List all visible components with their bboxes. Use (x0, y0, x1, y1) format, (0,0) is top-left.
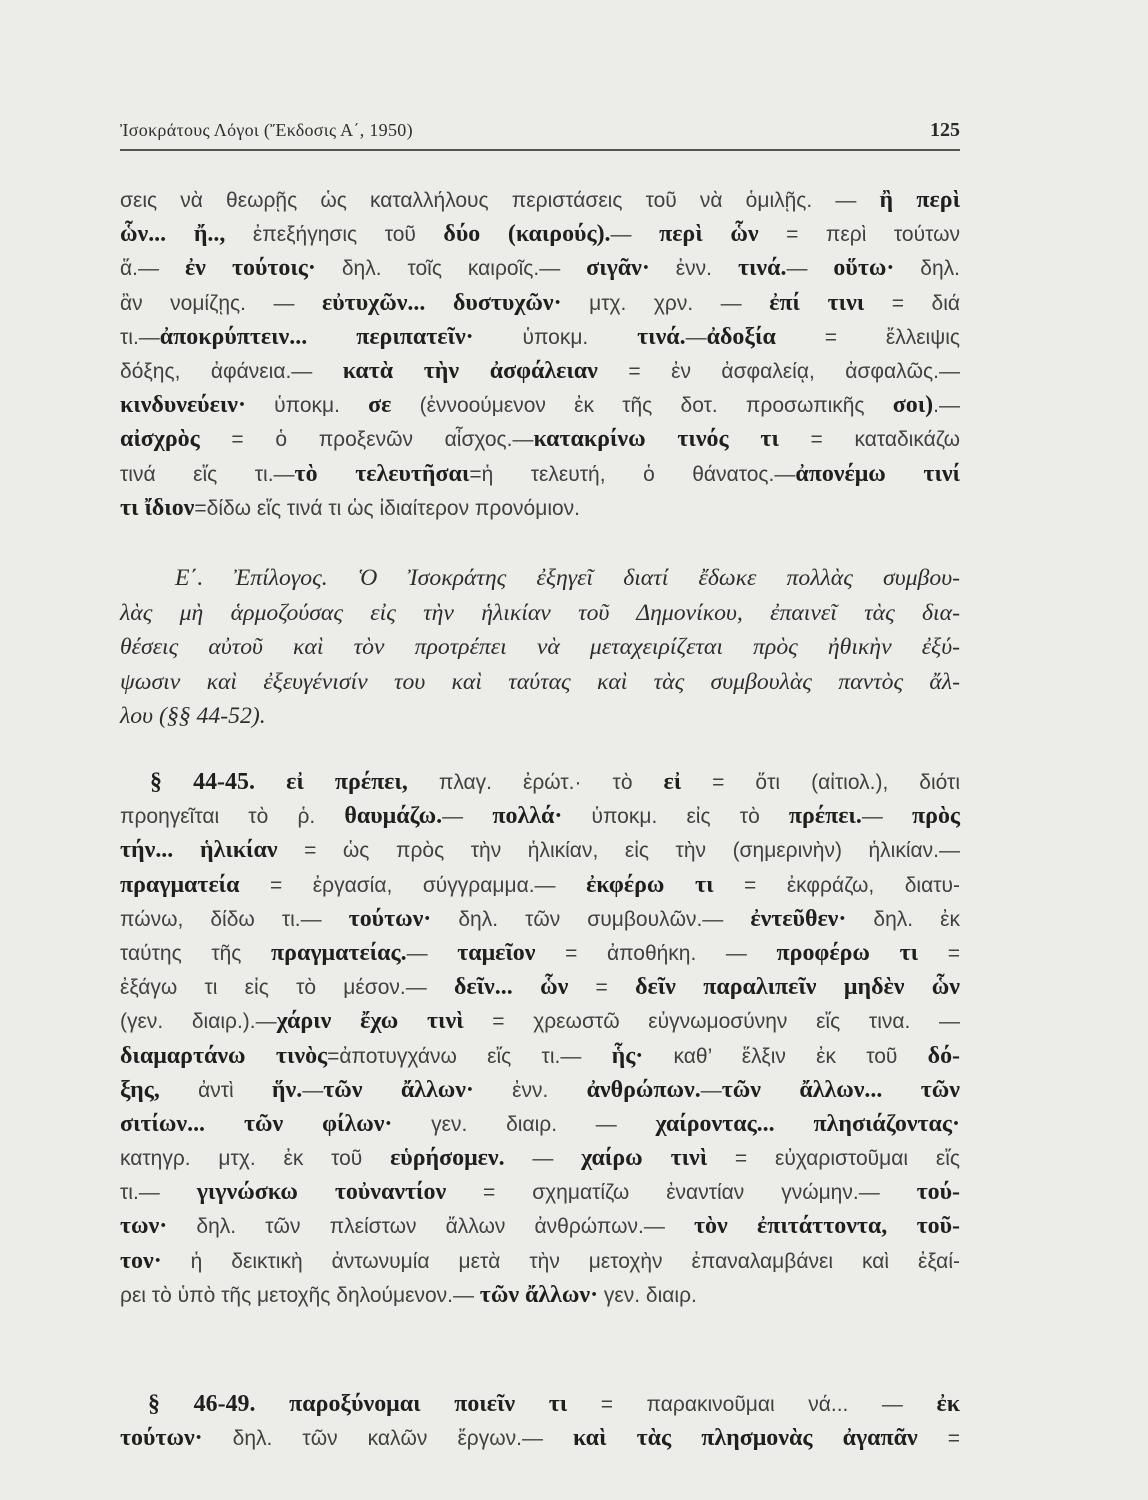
gloss-text: γεν. διαιρ. — (392, 1112, 656, 1136)
lemma-term: ἀπονέμω τινί (795, 460, 960, 487)
lemma-term: τι ἴδιον (120, 494, 195, 521)
paragraph-section-46-49 (120, 1387, 960, 1455)
text-line (120, 561, 960, 596)
lemma-term: ἐν τούτοις· (184, 255, 316, 282)
gloss-text: — (504, 1147, 582, 1171)
lemma-term: προφέρω τι (776, 939, 919, 966)
lemma-term: ὧν... ἤ.., (120, 221, 226, 248)
text-line (120, 1278, 960, 1312)
lemma-term: κινδυνεύειν· (120, 392, 246, 419)
lemma-term: τῶν ἄλλων· (323, 1076, 474, 1103)
gloss-text: =ἡ τελευτή, ὁ θάνατος.— (469, 462, 796, 486)
text-line (120, 1107, 960, 1141)
lemma-term: εὑρήσομεν. (390, 1145, 505, 1172)
text-line (120, 217, 960, 251)
gloss-text: = ἐκφράζω, διατυ- (713, 873, 961, 897)
gloss-text: — (610, 223, 660, 247)
text-line (120, 354, 960, 388)
lemma-term: κατακρίνω τινός τι (533, 426, 779, 453)
lemma-term: θαυμάζω. (344, 803, 443, 830)
text-line (120, 936, 960, 970)
text-line (120, 457, 960, 491)
lemma-term: ἐντεῦθεν· (750, 905, 847, 932)
paragraph-section-44-45 (120, 765, 960, 1312)
text-line (120, 1073, 960, 1107)
gloss-text: — (700, 1078, 722, 1102)
lemma-term: τούτων· (120, 1425, 203, 1452)
lemma-term: § 44-45. εἰ πρέπει, (150, 769, 408, 795)
lemma-term: ξης, (120, 1076, 160, 1103)
lemma-term: τινά. (737, 255, 787, 282)
text-line (120, 1387, 960, 1421)
lemma-term: ἥν. (271, 1076, 303, 1103)
lemma-term: δεῖν παραλιπεῖν μηδὲν ὧν (635, 974, 960, 1001)
lemma-term: πραγματεία (120, 871, 240, 898)
text-line (120, 1004, 960, 1038)
gloss-text: — (685, 325, 707, 349)
gloss-text: δηλ. ἐκ (846, 907, 960, 931)
lemma-term: τήν... ἡλικίαν (120, 837, 278, 864)
gloss-text: = ὡς πρὸς τὴν ἡλικίαν, εἰς τὴν (σημερινὴν) ἡλικίαν.— (277, 839, 960, 863)
gloss-text: = χρεωστῶ εὐγνωμοσύνην εἴς τινα. — (463, 1010, 960, 1034)
lemma-term: δεῖν... ὧν (453, 974, 569, 1001)
lemma-term: πραγματείας. (271, 939, 407, 966)
gloss-text: ψωσιν καὶ ἐξευγένισίν του καὶ ταύτας καὶ τὰς συμβουλὰς παντὸς ἄλ- (120, 668, 960, 695)
gloss-text: = διά (864, 291, 961, 315)
paragraph-epilogue-summary (120, 561, 960, 734)
lemma-term: γιγνώσκω τοὐναντίον (196, 1179, 447, 1206)
gloss-text: ἐνν. (473, 1078, 587, 1102)
lemma-term: αἰσχρὸς (120, 426, 200, 453)
text-line (120, 868, 960, 902)
page-number: 125 (930, 118, 960, 141)
gloss-text: = περὶ τούτων (758, 223, 960, 247)
lemma-term: ἀνθρώπων. (586, 1076, 701, 1103)
text-line (120, 902, 960, 936)
running-head (120, 116, 960, 144)
gloss-text: ἡ δεικτικὴ ἀντωνυμία μετὰ τὴν μετοχὴν ἐπαναλαμβάνει καὶ ἐξαί- (161, 1249, 960, 1273)
gloss-text: = (568, 976, 636, 1000)
gloss-text: = σχηματίζω ἐναντίαν γνώμην.— (446, 1181, 917, 1205)
gloss-text: =δίδω εἴς τινά τι ὡς ἰδιαίτερον προνόμιον. (194, 496, 580, 520)
lemma-term: περὶ ὧν (659, 221, 759, 248)
lemma-term: πολλά· (492, 803, 563, 830)
lemma-term: εἰ (663, 769, 682, 795)
gloss-text: καθ’ ἕλξιν ἐκ τοῦ (643, 1044, 928, 1068)
text-line (120, 422, 960, 456)
lemma-term: τούτων· (348, 905, 432, 932)
gloss-text: — (406, 941, 458, 965)
gloss-text: ρει τὸ ὑπὸ τῆς μετοχῆς δηλούμενον.— (120, 1283, 480, 1307)
lemma-term: οὕτω· (833, 255, 895, 282)
text-line (120, 596, 960, 631)
lemma-term: ἧς· (611, 1042, 644, 1069)
lemma-term: σε (368, 392, 392, 419)
lemma-term: σιγᾶν· (586, 255, 650, 282)
gloss-text: ἐνν. (649, 257, 738, 281)
text-line (120, 699, 960, 734)
gloss-text: μτχ. χρν. — (561, 291, 770, 315)
gloss-text: τι.— (120, 1181, 197, 1205)
text-line (120, 183, 960, 217)
gloss-text: τι.— (120, 325, 160, 349)
text-line (120, 1175, 960, 1209)
lemma-term: τὸν ἐπιτάττοντα, τοῦ- (694, 1213, 960, 1240)
gloss-text: ὑποκμ. εἰς τὸ (562, 805, 789, 829)
text-line (120, 388, 960, 422)
gloss-text: Ε΄. Ἐπίλογος. Ὁ Ἰσοκράτης ἐξηγεῖ διατί ἔδωκε πολλὰς συμβου- (175, 565, 960, 591)
gloss-text: ἂν νομίζῃς. — (120, 291, 323, 315)
gloss-text: πώνω, δίδω τι.— (120, 907, 349, 931)
lemma-term: δό- (927, 1042, 961, 1069)
lemma-term: ἐκ (936, 1391, 960, 1417)
gloss-text: = (918, 941, 960, 965)
lemma-term: σιτίων... τῶν φίλων· (120, 1110, 393, 1137)
lemma-term: τῶν ἄλλων· (479, 1281, 599, 1308)
gloss-text: (ἐννοούμενον ἐκ τῆς δοτ. προσωπικῆς (391, 394, 893, 418)
gloss-text: — (786, 257, 834, 281)
lemma-term: κατὰ τὴν ἀσφάλειαν (342, 357, 598, 384)
lemma-term: χαίροντας... πλησιάζοντας· (655, 1110, 960, 1137)
gloss-text: δηλ. τῶν πλείστων ἄλλων ἀνθρώπων.— (167, 1215, 694, 1239)
gloss-text: γεν. διαιρ. (598, 1283, 697, 1307)
gloss-text: = ὅτι (αἰτιολ.), διότι (681, 771, 960, 794)
lemma-term: πρέπει. (788, 803, 862, 830)
gloss-text: = εὐχαριστοῦμαι εἴς (707, 1147, 960, 1171)
text-line (120, 491, 960, 525)
running-title: Ἰσοκράτους Λόγοι (Ἔκδοσις Α΄, 1950) (120, 119, 413, 140)
lemma-term: ἀποκρύπτειν... περιπατεῖν· (159, 323, 474, 350)
text-line (120, 1209, 960, 1243)
gloss-text: = παρακινοῦμαι νά... — (567, 1393, 937, 1416)
gloss-text: δηλ. (894, 257, 960, 281)
text-line (120, 970, 960, 1004)
gloss-text: = καταδικάζω (778, 428, 960, 452)
gloss-text: ταύτης τῆς (120, 941, 272, 965)
gloss-text: =ἀποτυγχάνω εἴς τι.— (327, 1044, 612, 1068)
gloss-text: (γεν. διαιρ.).— (120, 1010, 277, 1034)
text-line (120, 630, 960, 665)
text-line (120, 1421, 960, 1455)
text-line (120, 665, 960, 700)
gloss-text: — (302, 1078, 324, 1102)
gloss-text: προηγεῖται τὸ ῥ. (120, 805, 345, 829)
lemma-term: ταμεῖον (457, 939, 536, 966)
text-line (120, 799, 960, 833)
gloss-text: = ὁ προξενῶν αἶσχος.— (199, 428, 534, 452)
text-line (120, 251, 960, 285)
gloss-text: ὑποκμ. (245, 394, 369, 418)
lemma-term: των· (120, 1213, 168, 1240)
gloss-text: — (442, 805, 493, 829)
lemma-term: τινά. (637, 323, 686, 350)
gloss-text: λὰς μὴ ἁρμοζούσας εἰς τὴν ἡλικίαν τοῦ Δημονίκου, ἐπαινεῖ τὰς δια- (120, 599, 960, 626)
gloss-text: λου (§§ 44-52). (120, 703, 266, 729)
gloss-text: — (861, 805, 913, 829)
gloss-text: πλαγ. ἐρώτ.· τὸ (407, 771, 664, 794)
paragraph-continued-glossary (120, 183, 960, 525)
lemma-term: σοι) (892, 392, 934, 419)
gloss-text: = ἐργασία, σύγγραμμα.— (239, 873, 587, 897)
lemma-term: ἐκφέρω τι (586, 871, 714, 898)
lemma-term: εὐτυχῶν... δυστυχῶν· (322, 289, 562, 316)
text-line (120, 286, 960, 320)
gloss-text: .— (933, 394, 960, 418)
gloss-text: ἐξάγω τι εἰς τὸ μέσον.— (120, 976, 454, 1000)
header-rule (120, 149, 960, 151)
gloss-text: δόξης, ἀφάνεια.— (120, 359, 343, 383)
lemma-term: δύο (καιρούς). (443, 221, 611, 248)
lemma-term: τὸ τελευτῆσαι (294, 460, 470, 487)
text-line (120, 1039, 960, 1073)
gloss-text: ἀντὶ (159, 1078, 272, 1102)
text-line (120, 1244, 960, 1278)
gloss-text: κατηγρ. μτχ. ἐκ τοῦ (120, 1147, 391, 1171)
gloss-text: = (917, 1427, 960, 1451)
lemma-term: χαίρω τινὶ (581, 1145, 708, 1172)
gloss-text: ὑποκμ. (473, 325, 638, 349)
lemma-term: ἢ περὶ (879, 187, 961, 213)
lemma-term: τον· (120, 1247, 162, 1274)
lemma-term: χάριν ἔχω τινὶ (276, 1008, 464, 1035)
lemma-term: διαμαρτάνω τινὸς (120, 1042, 328, 1069)
lemma-term: καὶ τὰς πλησμονὰς ἀγαπᾶν (573, 1425, 918, 1452)
gloss-text: ἐπεξήγησις τοῦ (225, 223, 444, 247)
gloss-text: δηλ. τῶν καλῶν ἔργων.— (202, 1427, 574, 1451)
lemma-term: ἀδοξία (706, 323, 776, 350)
gloss-text: δηλ. τῶν συμβουλῶν.— (431, 907, 751, 931)
lemma-term: τού- (916, 1179, 960, 1206)
text-line (120, 320, 960, 354)
gloss-text: ἅ.— (120, 257, 185, 281)
gloss-text: = ἀποθήκη. — (535, 941, 777, 965)
gloss-text: δηλ. τοῖς καιροῖς.— (315, 257, 587, 281)
text-line (120, 765, 960, 799)
text-line (120, 1141, 960, 1175)
lemma-term: πρὸς (912, 803, 961, 830)
text-line (120, 833, 960, 867)
gloss-text: σεις νὰ θεωρῇς ὡς καταλλήλους περιστάσεις τοῦ νὰ ὁμιλῇς. — (120, 189, 880, 212)
gloss-text: τινά εἴς τι.— (120, 462, 295, 486)
gloss-text: θέσεις αὐτοῦ καὶ τὸν προτρέπει νὰ μεταχειρίζεται πρὸς ἠθικὴν ἐξύ- (120, 634, 960, 660)
lemma-term: § 46-49. παροξύνομαι ποιεῖν τι (148, 1391, 568, 1417)
lemma-term: ἐπί τινι (769, 289, 865, 316)
gloss-text: = ἔλλειψις (775, 325, 960, 349)
lemma-term: τῶν ἄλλων... τῶν (721, 1076, 960, 1103)
gloss-text: = ἐν ἀσφαλείᾳ, ἀσφαλῶς.— (597, 359, 960, 383)
